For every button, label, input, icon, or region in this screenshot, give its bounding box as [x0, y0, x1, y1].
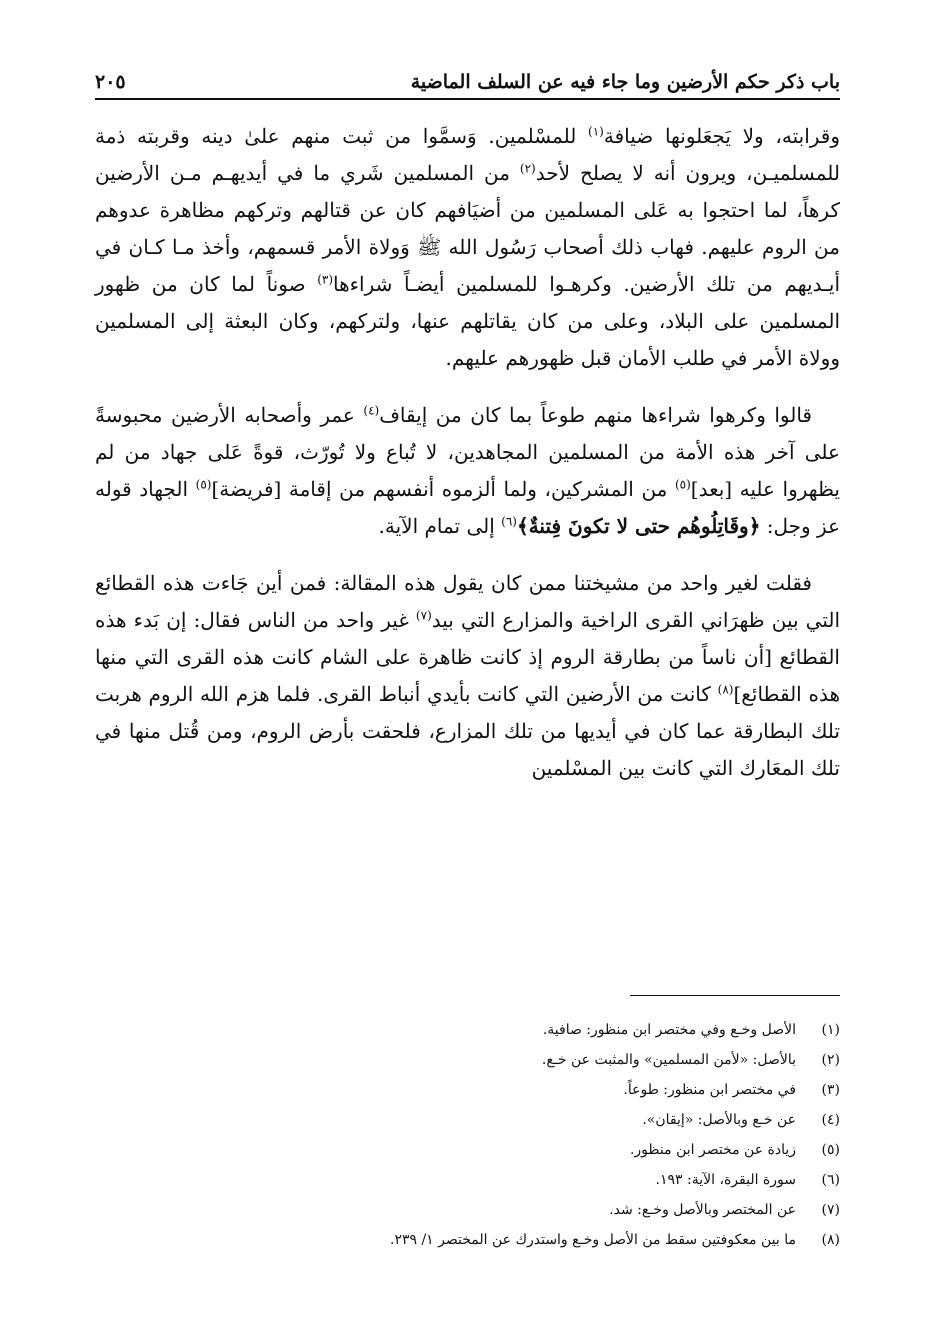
page-header [95, 58, 840, 100]
footnote-text: في مختصر ابن منظور: طوعاً. [623, 1082, 796, 1098]
footnote-text: زيادة عن مختصر ابن منظور. [629, 1142, 796, 1158]
main-text [95, 118, 840, 807]
footnote-item [95, 1135, 840, 1165]
footnote-ref: (٤) [363, 403, 380, 418]
text-run: غير واحد من الناس فقال: إن بَدء هذه القطائع [أن ناساً من بطارقة الروم إذ كانت ظاهرة على الشام كانت هذه القرى التي منها هذه القطائع] [95, 608, 840, 706]
footnote-item [95, 1105, 840, 1135]
footnote-number: (٢) [821, 1052, 840, 1068]
footnote-item [95, 1225, 840, 1255]
running-title: باب ذكر حكم الأرضين وما جاء فيه عن السلف الماضية [410, 71, 840, 93]
footnote-item [95, 1165, 840, 1195]
footnote-number: (٥) [821, 1142, 840, 1158]
footnote-item [95, 1075, 840, 1105]
footnote-item [95, 1045, 840, 1075]
footnote-text: عن خـع وبالأصل: «إيقان». [642, 1112, 796, 1128]
text-run: عمر وأصحابه الأرضين محبوسةً على آخر هذه الأمة من المسلمين المجاهدين، لا تُباع ولا تُورّث، قوةً عَلى جهاد من لم يظهروا عليه [بعد] [95, 403, 840, 501]
text-run: وقرابته، ولا يَجعَلونها ضيافة [603, 124, 840, 148]
footnote-divider [630, 995, 840, 996]
text-run: للمسْلمين. وَسمَّوا من ثبت منهم علىٰ دينه وقربته ذمة للمسلميـن، ويرون أنه لا يصلح لأحد [95, 124, 840, 185]
text-run: الجهاد قوله عز وجل: [95, 477, 840, 538]
footnote-ref: (٦) [501, 514, 517, 529]
text-run: إلى تمام الآية. [378, 514, 502, 538]
footnote-text: الأصل وخـع وفي مختصر ابن منظور: صافية. [542, 1022, 796, 1038]
footnote-ref: (١) [588, 124, 604, 139]
paragraph-2 [95, 397, 840, 545]
footnote-ref: (٢) [519, 161, 536, 176]
text-run: من المشركين، ولما ألزموه أنفسهم من إقامة [فريضة] [211, 477, 675, 501]
text-run: قالوا وكرهوا شراءها منهم طوعاً بما كان من إيقاف [379, 403, 812, 427]
footnote-text: بالأصل: «لأمن المسلمين» والمثبت عن خـع. [541, 1052, 796, 1068]
footnote-ref: (٨) [717, 682, 734, 697]
quran-verse: ﴿وقَاتِلُوهُم حتى لا تكونَ فِتنةٌ﴾ [516, 514, 761, 538]
footnote-item [95, 1015, 840, 1045]
footnote-item [95, 1195, 840, 1225]
footnote-number: (٦) [821, 1172, 840, 1188]
paragraph-3 [95, 565, 840, 787]
footnotes-list [95, 1015, 840, 1255]
footnote-ref: (٣) [317, 272, 334, 287]
footnote-text: ما بين معكوفتين سقط من الأصل وخـع واستدرك عن المختصر ١/ ٢٣٩. [389, 1232, 796, 1248]
footnote-text: سورة البقرة، الآية: ١٩٣. [655, 1172, 796, 1188]
footnote-number: (٤) [821, 1112, 840, 1128]
footnote-number: (٨) [821, 1232, 840, 1248]
footnote-text: عن المختصر وبالأصل وخـع: شد. [609, 1202, 796, 1218]
text-run: من المسلمين شَري ما في أيديهـم مـن الأرضين كرهاً، لما احتجوا به عَلى المسلمين من أضيَافهم كان عن قتالهم وتركهم مظاهرة عدوهم من الروم عليهم. فهاب ذلك أصحاب رَسُول الله ﷺ وَولاة الأمر قسمهم، وأخذ مـا كـان في أيـديهم من تلك الأرضين. وكرهـوا للمسلمين أيضـاً شراءها [95, 161, 840, 296]
text-run: كانت من الأرضين التي كانت بأيدي أنباط القرى. فلما هزم الله الروم هربت تلك البطارقة عما كان في أيديها من تلك المزارع، فلحقت بأرض الروم، ومن قُتل منها في تلك المعَارك التي كانت بين المسْلمين [95, 682, 840, 780]
page-number: ٢٠٥ [95, 71, 126, 93]
footnote-number: (١) [821, 1022, 840, 1038]
text-run: فقلت لغير واحد من مشيختنا ممن كان يقول هذه المقالة: فمن أين جَاءت هذه القطائع التي بين ظهرَاني القرى الراخية والمزارع التي بيد [95, 571, 841, 632]
paragraph-1 [95, 118, 840, 377]
footnote-number: (٧) [821, 1202, 840, 1218]
footnote-ref: (٧) [415, 608, 432, 623]
footnote-ref: (٥) [195, 477, 212, 492]
footnote-number: (٣) [821, 1082, 840, 1098]
footnote-ref: (٥) [674, 477, 691, 492]
text-run: صوناً لما كان من ظهور المسلمين على البلاد، وعلى من كان يقاتلهم عنها، ولتركهم، وكان البعثة إلى المسلمين وولاة الأمر في طلب الأمان قبل ظهورهم عليهم. [95, 272, 840, 370]
